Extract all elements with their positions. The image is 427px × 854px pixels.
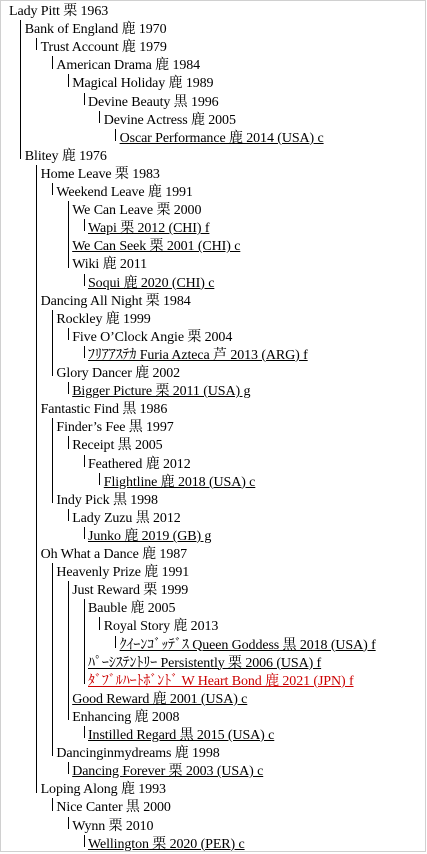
pedigree-entry: Dancinginmydreams 鹿 1998	[56, 746, 220, 762]
pedigree-entry-offspring: Instilled Regard 黒 2015 (USA) c	[88, 728, 275, 743]
tree-connector-line	[52, 418, 53, 503]
pedigree-entry-offspring: Good Reward 鹿 2001 (USA) c	[72, 691, 248, 707]
pedigree-entry: Trust Account 鹿 1979	[40, 40, 167, 56]
pedigree-entry: Oh What a Dance 鹿 1987	[40, 547, 188, 562]
pedigree-entry-offspring: ﾊﾟｰｼｽﾃﾝﾄﾘｰ Persistently 栗 2006 (USA) f	[88, 655, 322, 671]
pedigree-entry: Magical Holiday 鹿 1989	[72, 76, 214, 92]
tree-connector-line	[84, 93, 85, 105]
pedigree-entry: Weekend Leave 鹿 1991	[56, 185, 193, 200]
pedigree-entry-offspring: Dancing Forever 栗 2003 (USA) c	[72, 764, 264, 780]
tree-connector-line	[84, 599, 85, 684]
pedigree-entry: Devine Beauty 黒 1996	[88, 94, 219, 110]
pedigree-entry: Home Leave 栗 1983	[40, 166, 160, 182]
pedigree-entry: Lady Zuzu 黒 2012	[72, 510, 181, 526]
tree-connector-line	[84, 527, 85, 539]
tree-connector-line	[68, 201, 69, 268]
tree-connector-line	[68, 817, 69, 829]
tree-connector-line	[84, 726, 85, 738]
pedigree-entry-offspring: Soqui 鹿 2020 (CHI) c	[88, 275, 215, 291]
pedigree-entry-offspring: Flightline 鹿 2018 (USA) c	[103, 474, 256, 490]
pedigree-entry-offspring: We Can Seek 栗 2001 (CHI) c	[72, 239, 241, 255]
tree-connector-line	[68, 328, 69, 340]
pedigree-entry: We Can Leave 栗 2000	[72, 203, 202, 219]
tree-connector-line	[68, 581, 69, 720]
pedigree-entry-offspring: ｸｲｰﾝｺﾞｯﾃﾞｽ Queen Goddess 黒 2018 (USA) f	[119, 637, 376, 653]
pedigree-entry: Indy Pick 黒 1998	[56, 492, 158, 508]
pedigree-entry: Loping Along 鹿 1993	[40, 782, 166, 798]
tree-connector-line	[99, 473, 100, 485]
tree-connector-line	[36, 38, 37, 50]
tree-connector-line	[84, 274, 85, 286]
tree-connector-line	[52, 798, 53, 810]
tree-connector-line	[84, 219, 85, 231]
tree-connector-line	[68, 74, 69, 86]
pedigree-entry-offspring: ﾀﾞﾌﾞﾙﾊｰﾄﾎﾞﾝﾄﾞ W Heart Bond 鹿 2021 (JPN) f	[88, 673, 354, 689]
pedigree-entry: Just Reward 栗 1999	[72, 583, 189, 599]
tree-connector-line	[20, 20, 21, 159]
pedigree-entry-offspring: Junko 鹿 2019 (GB) g	[88, 528, 212, 544]
tree-connector-line	[36, 165, 37, 793]
pedigree-entry-offspring: Bigger Picture 栗 2011 (USA) g	[72, 384, 251, 400]
pedigree-entry-offspring: Wellington 栗 2020 (PER) c	[88, 836, 245, 852]
tree-connector-line	[68, 436, 69, 448]
pedigree-entry: Royal Story 鹿 2013	[103, 619, 219, 635]
tree-connector-line	[68, 382, 69, 394]
tree-connector-line	[99, 617, 100, 629]
tree-connector-line	[115, 129, 116, 141]
tree-connector-line	[84, 346, 85, 358]
pedigree-entry-offspring: Wapi 栗 2012 (CHI) f	[88, 221, 210, 237]
pedigree-entry-offspring: Oscar Performance 鹿 2014 (USA) c	[119, 130, 324, 146]
pedigree-entry: Dancing All Night 栗 1984	[40, 293, 191, 309]
tree-connector-line	[84, 835, 85, 847]
tree-connector-line	[52, 56, 53, 68]
pedigree-entry: Bank of England 鹿 1970	[24, 22, 167, 38]
tree-connector-line	[52, 563, 53, 756]
pedigree-entry: Feathered 鹿 2012	[88, 456, 191, 472]
pedigree-entry: Blitey 鹿 1976	[24, 148, 107, 164]
pedigree-entry: Wynn 栗 2010	[72, 818, 154, 834]
tree-connector-line	[68, 509, 69, 521]
pedigree-entry: American Drama 鹿 1984	[56, 58, 201, 74]
tree-connector-line	[115, 636, 116, 648]
pedigree-entry: Heavenly Prize 鹿 1991	[56, 565, 190, 581]
tree-connector-line	[68, 762, 69, 774]
pedigree-entry-offspring: ﾌﾘｱｱｽﾃｶ Furia Azteca 芦 2013 (ARG) f	[88, 347, 308, 363]
pedigree-entry: Receipt 黒 2005	[72, 438, 163, 454]
pedigree-entry: Five O’Clock Angie 栗 2004	[72, 329, 233, 345]
pedigree-entry: Nice Canter 黒 2000	[56, 800, 171, 816]
tree-connector-line	[84, 455, 85, 467]
pedigree-entry: Glory Dancer 鹿 2002	[56, 366, 181, 381]
pedigree-entry: Wiki 鹿 2011	[72, 257, 148, 273]
tree-connector-line	[52, 310, 53, 377]
pedigree-entry: Bauble 鹿 2005	[88, 601, 176, 617]
pedigree-entry: Fantastic Find 黒 1986	[40, 402, 168, 418]
pedigree-entry: Finder’s Fee 黒 1997	[56, 420, 174, 436]
pedigree-entry: Lady Pitt 栗 1963	[9, 4, 109, 19]
pedigree-entry: Devine Actress 鹿 2005	[103, 112, 236, 128]
tree-connector-line	[99, 111, 100, 123]
pedigree-entry: Enhancing 鹿 2008	[72, 709, 180, 725]
tree-connector-line	[52, 183, 53, 195]
pedigree-entry: Rockley 鹿 1999	[56, 311, 151, 327]
